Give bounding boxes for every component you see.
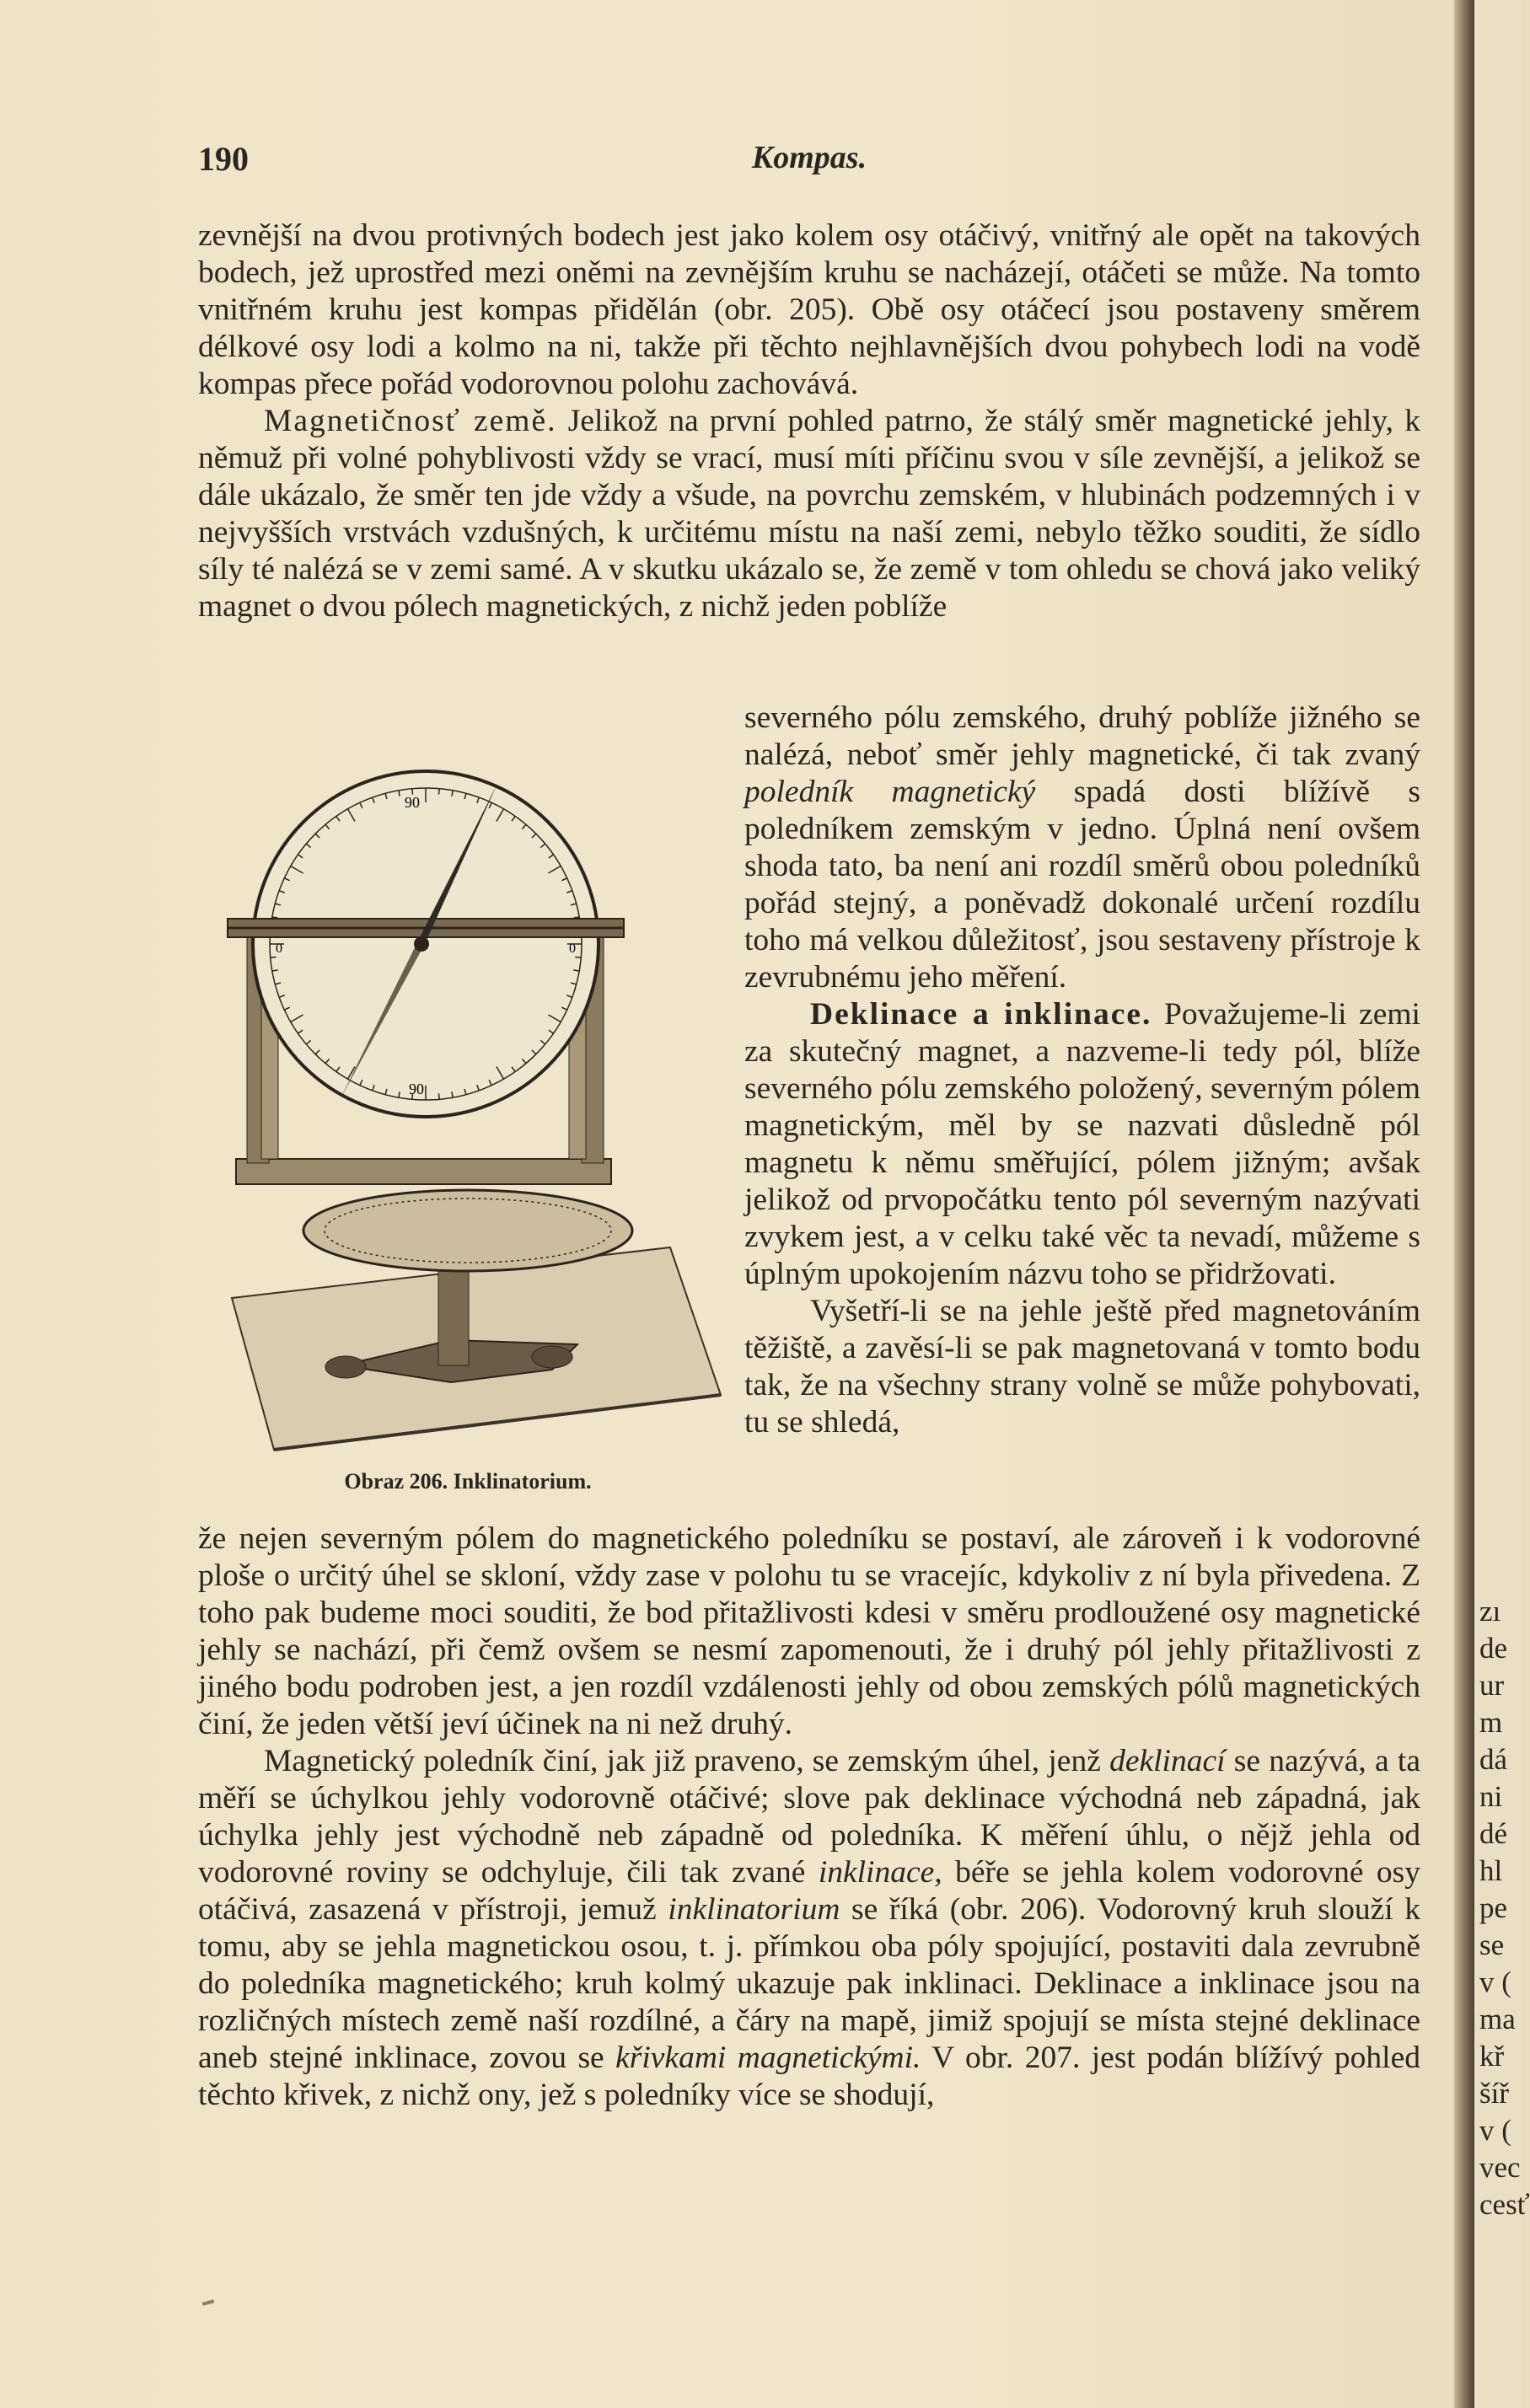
next-page-edge [1474, 0, 1530, 2408]
term-inclinatorium: inklinatorium [668, 1892, 840, 1927]
next-page-edge-fragment: v ( [1479, 2114, 1511, 2147]
next-page-edge-fragment: se [1479, 1928, 1505, 1961]
text-run: Magnetický poledník činí, jak již praveno, se zemským úhel, jenž [264, 1744, 1110, 1778]
next-page-edge-fragment: šíř [1479, 2077, 1509, 2110]
book-spine [1454, 0, 1474, 2408]
term-inclination: inklinace, [818, 1855, 942, 1890]
paragraph-magnetic-meridian [744, 700, 1420, 996]
figure-inclinatorium [198, 716, 738, 1500]
text-run: béře se jehla kolem vodorovné osy otáčivá, zasazená v přístroji, jemuž [198, 1855, 1420, 1927]
dial-tick [575, 957, 581, 958]
next-page-edge-fragment: m [1479, 1706, 1503, 1739]
dial-label-right: 0 [569, 941, 576, 956]
term-magnetic-curves: křivkami magnetickými. [615, 2041, 921, 2075]
next-page-edge-fragment: ma [1479, 2003, 1516, 2035]
page-header [198, 139, 1420, 181]
next-page-edge-fragment: hl [1479, 1854, 1503, 1887]
running-title: Kompas. [751, 140, 867, 175]
text-block-right-column [744, 700, 1420, 1441]
next-page-edge-fragment: ur [1479, 1669, 1505, 1702]
text-block-bottom [198, 1520, 1420, 2114]
section-heading-declination: Deklinace a inklinace. [810, 997, 1152, 1032]
text-run: se nazývá, a ta měří se úchylkou jehly vodorovně otáčivé; slove pak deklinace východná neb západná, jak úchylka jehly jest východně neb západně od poledníka. K měření úhlu, o nějž jehla od vodorovné roviny se odchyluje, čili tak zvané [198, 1744, 1420, 1890]
text-run: spadá dosti blížívě s poledníkem zemským v jedno. Úplná není ovšem shoda tato, ba není ani rozdíl směrů obou poledníků pořád stejný, a poněvadž dokonalé určení rozdílu toho má velkou důležitosť, jsou sestaveny přístroje k zevrubnému jeho měření. [744, 775, 1421, 995]
next-page-edge-fragment: v ( [1479, 1966, 1511, 1998]
paragraph-earth-magnetism-text: Jelikož na první pohled patrno, že stálý směr magnetické jehly, k němuž při volné pohyblivosti vždy se vrací, musí míti příčinu svou v síle zevnější, a jelikož se dále ukázalo, že směr ten jde vždy a všude, na povrchu zemském, v hlubinách podzemných i v nejvyšších vrstvách vzdušných, k určitému místu na naší zemi, nebylo těžko souditi, že sídlo síly té nalézá se v zemi samé. A v skutku ukázalo se, že země v tom ohledu se chová jako veliký magnet o dvou pólech magnetických, z nichž jeden poblíže [198, 404, 1420, 624]
needle-axis [414, 936, 429, 952]
text-run: V obr. 207. jest podán blížívý pohled těchto křivek, z nichž ony, jež s poledníky více se shodují, [198, 2041, 1420, 2112]
text-block-top [198, 217, 1420, 625]
paragraph-inclination-continued: že nejen severným pólem do magnetického poledníku se postaví, ale zároveň i k vodorovné ploše o určitý úhel se skloní, vždy zase v polohu tu se vracejíc, kdykoliv z ní byla přivedena. Z toho pak budeme moci souditi, že bod přitažlivosti kdesi v směru prodloužené osy magnetické jehly se nachází, při čemž ovšem se nesmí zapomenouti, že i druhý pól jehly přitažlivosti z jiného bodu podroben jest, a jen rozdíl vzdálenosti jehly od obou zemských pólů magnetických činí, že jeden větší jeví účinek na ni než druhý. [198, 1521, 1420, 1741]
next-page-edge-fragment: zı [1479, 1595, 1501, 1628]
term-declination: deklinací [1109, 1744, 1226, 1778]
paragraph-center-of-gravity: Vyšetří-li se na jehle ještě před magnetováním těžiště, a zavěsí-li se pak magnetovaná v tomto bodu tak, že na všechny strany volně se může pohybovati, tu se shledá, [744, 1294, 1420, 1440]
next-page-edge-fragment: dá [1479, 1743, 1508, 1776]
page-number: 190 [198, 140, 249, 178]
paragraph-compass: zevnější na dvou protivných bodech jest jako kolem osy otáčivý, vnitřný ale opět na takových bodech, jež uprostřed mezi oněmi na zevnějším kruhu se nacházejí, otáčeti se může. Na tomto vnitřném kruhu jest kompas přidělán (obr. 205). Obě osy otáčecí jsou postaveny směrem délkové osy lodi a kolmo na ni, takže při těchto nejhlavnějších dvou pohybech lodi na vodě kompas přece pořád vodorovnou polohu zachovává. [198, 218, 1420, 401]
next-page-edge-fragment: ni [1479, 1780, 1503, 1813]
next-page-edge-fragment: de [1479, 1632, 1508, 1665]
next-page-edge-fragment: kř [1479, 2040, 1505, 2073]
central-pillar [438, 1256, 469, 1365]
paragraph-earth-magnetism [198, 403, 1420, 625]
dial-tick [439, 789, 440, 795]
next-page-edge-fragment: dé [1479, 1817, 1508, 1850]
paragraph-declination-inclination [744, 996, 1420, 1293]
figure-caption: Obraz 206. Inklinatorium. [344, 1469, 592, 1494]
horizontal-circle [303, 1190, 632, 1271]
inclinatorium-illustration [198, 716, 738, 1458]
next-page-edge-fragment: vec [1479, 2151, 1521, 2184]
dial-tick [271, 957, 276, 958]
levelling-screw-left [325, 1356, 366, 1378]
dial-label-left: 0 [276, 941, 282, 956]
dial-label-bottom: 90 [409, 1081, 424, 1097]
levelling-screw-right [532, 1346, 572, 1368]
dial-label-top: 90 [405, 794, 420, 811]
text-run: Považujeme-li zemi za skutečný magnet, a nazveme-li tedy pól, blíže severného pólu zemského položený, severným pólem magnetickým, měl by se nazvati důsledně pól magnetu k němu směřující, pólem jižným; avšak jelikož od prvopočátku tento pól severným nazývati zvykem jest, a v celku také věc ta nevadí, můžeme s úplným upokojením názvu toho se přidržovati. [744, 997, 1420, 1291]
frame-base-plate [236, 1159, 611, 1184]
next-page-edge-fragment: cesť [1479, 2188, 1530, 2221]
section-heading-earth-magnetism: Magnetičnosť země. [264, 404, 557, 438]
text-run: severného pólu zemského, druhý poblíže jižného se nalézá, neboť směr jehly magnetické, či tak zvaný [744, 700, 1420, 772]
next-page-edge-fragment: pe [1479, 1891, 1508, 1924]
paragraph-declination-measurement [198, 1743, 1420, 2114]
dial-tick [439, 1093, 440, 1099]
term-magnetic-meridian: poledník magnetický [744, 775, 1036, 809]
text-run: se říká (obr. 206). Vodorovný kruh slouží k tomu, aby se jehla magnetickou osou, t. j. přímkou oba póly spojující, postaviti dala zevrubně do poledníka magnetického; kruh kolmý ukazuje pak inklinaci. Deklinace a inklinace jsou na rozličných místech země naší rozdílné, a čáry na mapě, jimiž spojují se místa stejné deklinace aneb stejné inklinace, zovou se [198, 1892, 1420, 2075]
